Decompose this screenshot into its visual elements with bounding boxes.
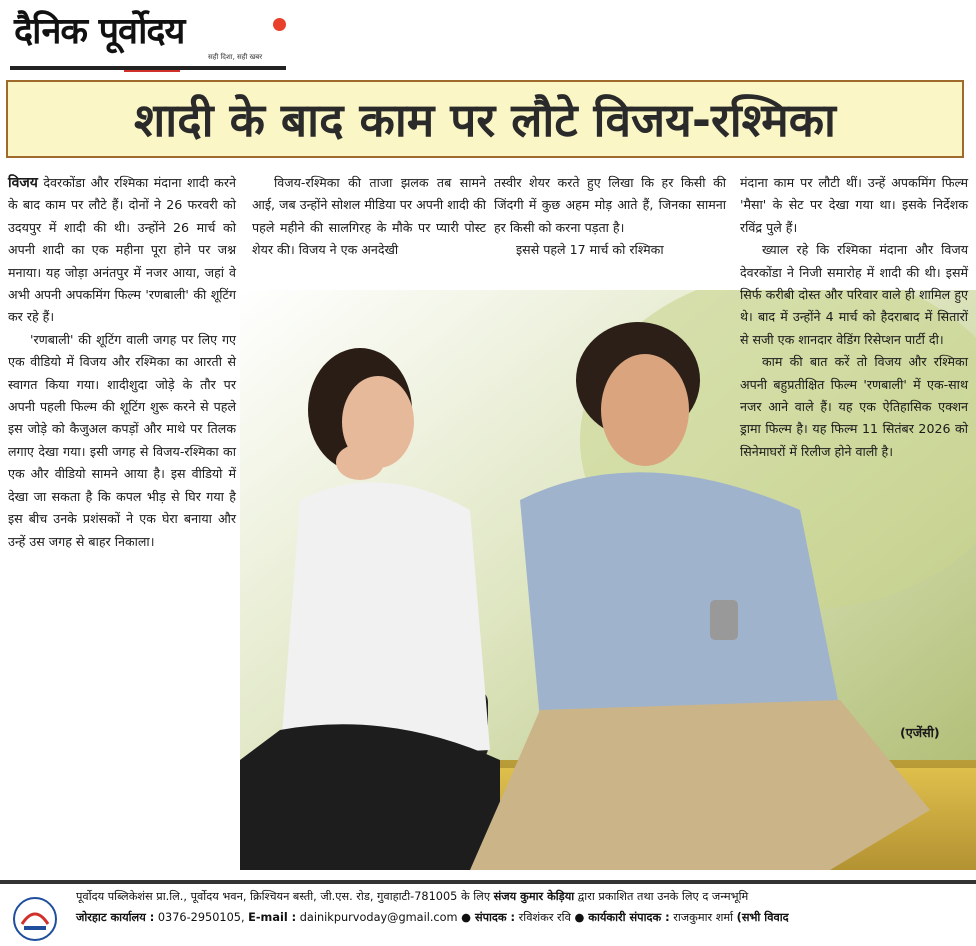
newspaper-logo: दैनिक पूर्वोदय [14, 11, 185, 52]
imprint-line-1 [76, 889, 748, 904]
article-paragraph: विजय-रश्मिका की ताजा झलक तब सामने आई, जब उन्होंने सोशल मीडिया पर अपनी शादी की पहले महीने की सालगिरह के मौके पर प्यारी पोस्ट शेयर की। विजय ने एक अनदेखी [252, 175, 486, 258]
page-headline: शादी के बाद काम पर लौटे विजय-रश्मिका [134, 93, 836, 147]
logo-dot-icon [273, 18, 286, 31]
dispute-note: (सभी विवाद [736, 911, 789, 924]
publisher-name: संजय कुमार केड़िया [493, 890, 575, 903]
office-phone: 0376-2950105, [154, 911, 249, 924]
imprint-footer [0, 880, 976, 946]
imprint-text: द्वारा प्रकाशित तथा उनके लिए द जन्मभूमि [574, 890, 749, 903]
footer-divider [0, 880, 976, 884]
paragraph-text: देवरकोंडा और रश्मिका मंदाना शादी करने के बाद काम पर लौटे हैं। दोनों ने 26 फरवरी को उदयपुर में शादी की थी। उन्होंने 26 मार्च को अपनी शादी का एक महीना पूरा होने पर जश्न मनाया। यह जोड़ा अनंतपुर में नजर आया, जहां वे अभी अपनी अपकमिंग फिल्म 'रणबाली' की शूटिंग कर रहे हैं। [8, 175, 236, 325]
editor-name: रविशंकर रवि [515, 911, 575, 924]
publisher-logo-icon [12, 896, 58, 942]
article-paragraph: तस्वीर शेयर करते हुए लिखा कि हर किसी की जिंदगी में कुछ अहम मोड़ आते हैं, जिनका सामना हर किसी को करना पड़ता है। [494, 175, 726, 235]
article-column-3 [494, 172, 726, 262]
article-paragraph: ख्याल रहे कि रश्मिका मंदाना और विजय देवरकोंडा ने निजी समारोह में शादी की थी। इसमें सिर्फ करीबी दोस्त और परिवार वाले ही शामिल हुए थे। बाद में उन्होंने 4 मार्च को हैदराबाद में सितारों से सजी एक शानदार वेडिंग रिसेप्शन पार्टी दी। [740, 242, 968, 347]
headline-box [6, 80, 964, 158]
email-address: dainikpurvoday@gmail.com [296, 911, 462, 924]
article-column-1 [8, 172, 236, 553]
office-label: जोरहाट कार्यालय : [76, 911, 155, 924]
exec-editor-name: राजकुमार शर्मा [669, 911, 737, 924]
imprint-text: पूर्वोदय पब्लिकेशंस प्रा.लि., पूर्वोदय भवन, क्रिश्चियन बस्ती, जी.एस. रोड, गुवाहाटी-781005 के लिए [76, 890, 494, 903]
agency-credit: (एजेंसी) [900, 725, 940, 740]
article-paragraph: काम की बात करें तो विजय और रश्मिका अपनी बहुप्रतीक्षित फिल्म 'रणबाली' में एक-साथ नजर आने वाले हैं। यह एक ऐतिहासिक एक्शन ड्रामा फिल्म है। यह फिल्म 11 सितंबर 2026 को सिनेमाघरों में रिलीज होने वाली है। [740, 354, 968, 459]
lead-word: विजय [8, 175, 38, 191]
masthead [10, 8, 290, 74]
tagline: सही दिशा, सही खबर [208, 53, 263, 61]
editor-label: ● संपादक : [461, 911, 516, 924]
article-paragraph: मंदाना काम पर लौटी थीं। उन्हें अपकमिंग फिल्म 'मैसा' के सेट पर देखा गया था। इसके निर्देशक रविंद्र पुले हैं। [740, 175, 968, 235]
article-paragraph [8, 172, 236, 329]
article-column-2 [252, 172, 486, 262]
exec-editor-label: ● कार्यकारी संपादक : [574, 911, 670, 924]
article-paragraph: इससे पहले 17 मार्च को रश्मिका [516, 242, 664, 258]
masthead-divider [10, 66, 286, 70]
article-paragraph: 'रणबाली' की शूटिंग वाली जगह पर लिए गए एक वीडियो में विजय और रश्मिका का आरती से स्वागत किया गया। शादीशुदा जोड़े के तौर पर अपनी पहली फिल्म की शूटिंग शुरू करने से पहले इस जोड़े को कैजुअल कपड़ों और माथे पर तिलक लगाए देखा गया। इसी जगह से विजय-रश्मिका का एक और वीडियो सामने आया है। इस वीडियो में देखा जा सकता है कि कपल भीड़ से घिर गया है इस बीच उनके प्रशंसकों ने एक घेरा बनाया और उन्हें उस जगह से बाहर निकाला। [8, 331, 236, 549]
imprint-line-2 [76, 910, 789, 925]
email-label: E-mail : [248, 911, 297, 924]
article-column-4 [740, 172, 968, 463]
